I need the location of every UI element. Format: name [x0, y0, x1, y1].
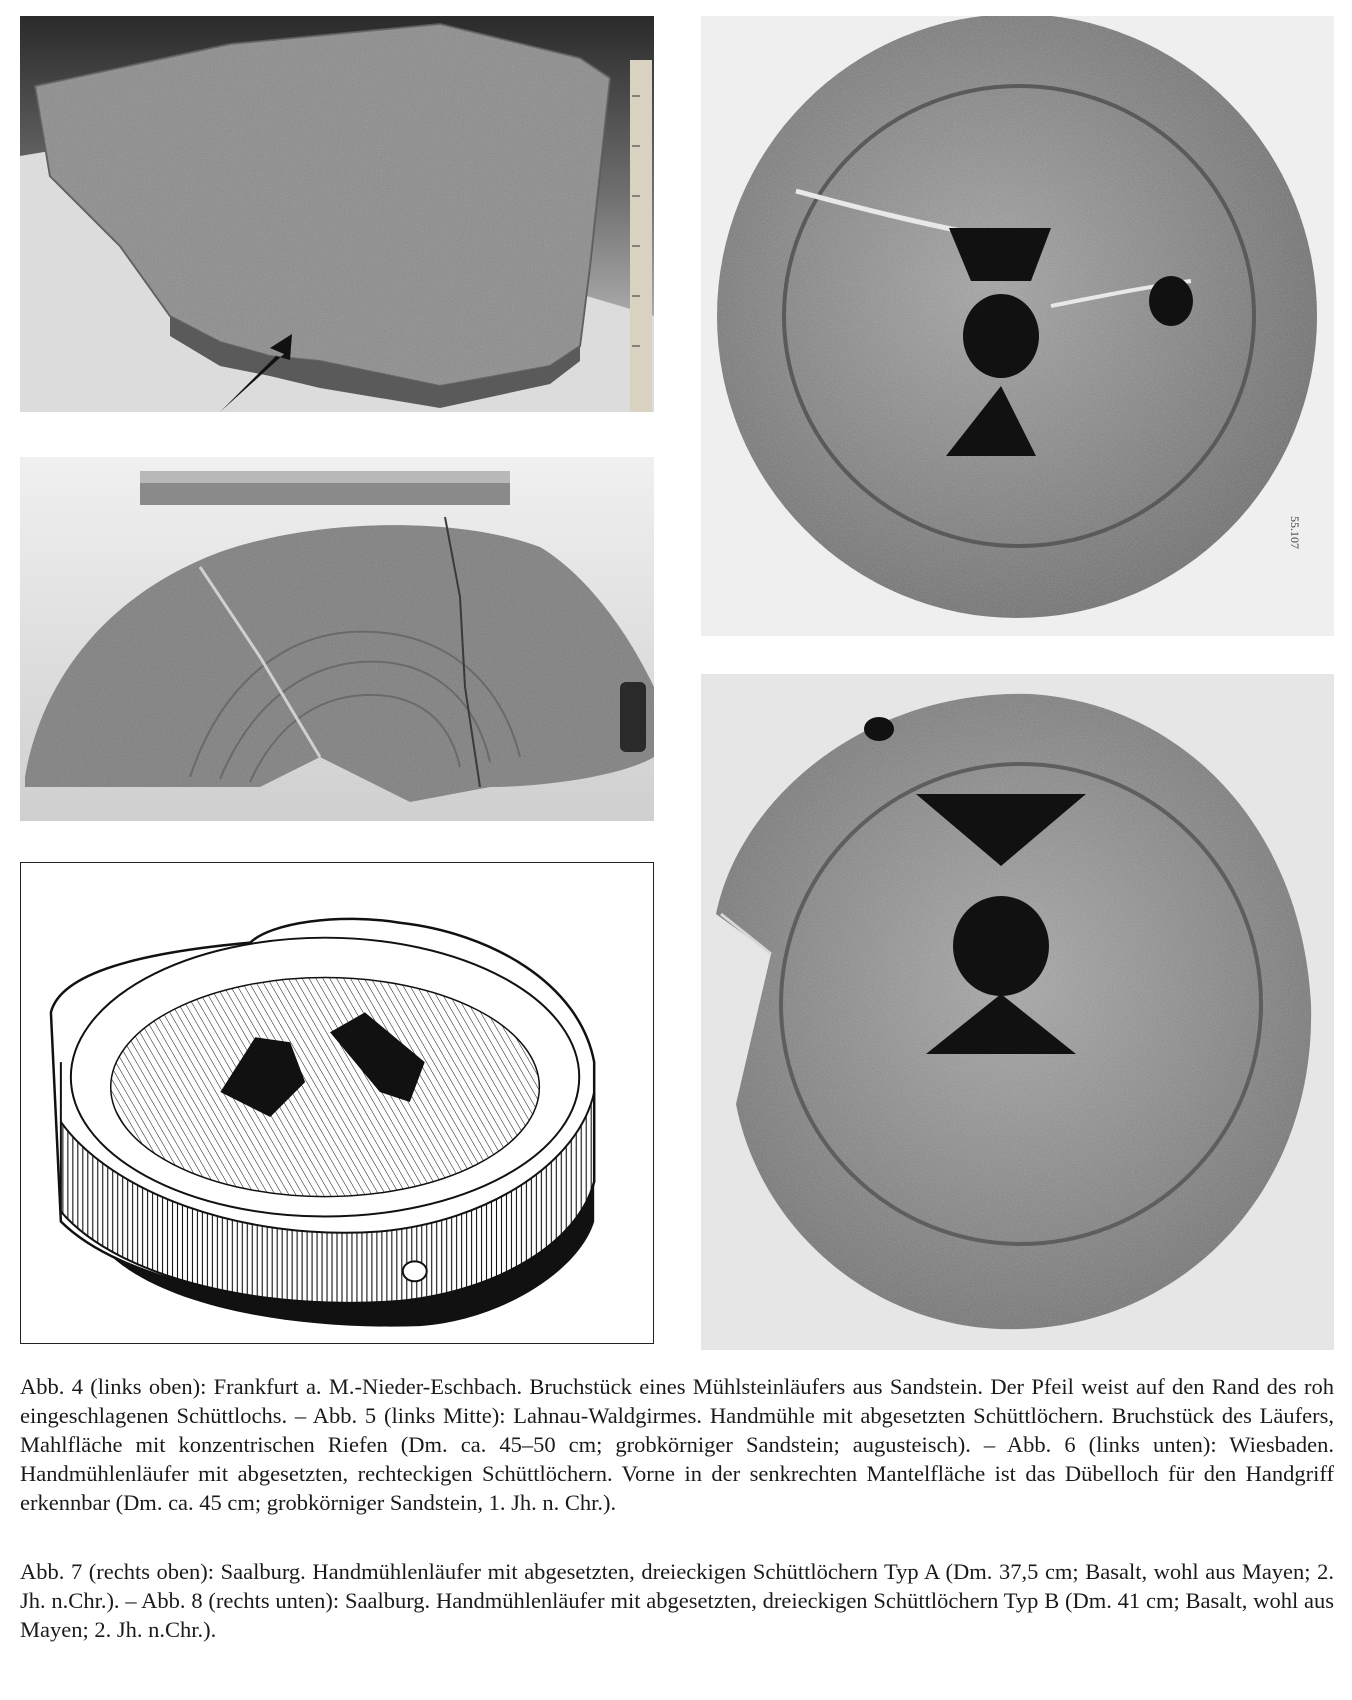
- caption-paragraph-2: Abb. 7 (rechts oben): Saalburg. Handmühlenläufer mit abgesetzten, dreieckigen Schüttlöchern Typ A (Dm. 37,5 cm; Basalt, wohl aus Mayen; 2. Jh. n.Chr.). – Abb. 8 (rechts unten): Saalburg. Handmühlenläufer mit abgesetzten, dreieckigen Schüttlöchern Typ B (Dm. 41 cm; Basalt, wohl aus Mayen; 2. Jh. n.Chr.).: [20, 1559, 1334, 1642]
- figure-abb8-photo: [701, 674, 1334, 1350]
- caption-paragraph-1: Abb. 4 (links oben): Frankfurt a. M.-Nieder-Eschbach. Bruchstück eines Mühlsteinläufers aus Sandstein. Der Pfeil weist auf den Rand des roh eingeschlagenen Schüttlochs. – Abb. 5 (links Mitte): Lahnau-Waldgirmes. Handmühle mit abgesetzten Schüttlöchern. Bruchstück des Läufers, Mahlfläche mit konzentrischen Riefen (Dm. ca. 45–50 cm; grobkörniger Sandstein; augusteisch). – Abb. 6 (links unten): Wiesbaden. Handmühlenläufer mit abgesetzten, rechteckigen Schüttlöchern. Vorne in der senkrechten Mantelfläche ist das Dübelloch für den Handgriff erkennbar (Dm. ca. 45 cm; grobkörniger Sandstein, 1. Jh. n. Chr.).: [20, 1374, 1334, 1515]
- figure-abb5-photo: [20, 457, 654, 821]
- svg-text:55.107: 55.107: [1288, 516, 1302, 549]
- figure-abb7-photo: [701, 16, 1334, 636]
- figure-abb4-photo: [20, 16, 654, 412]
- figure-abb6-drawing: [20, 862, 654, 1344]
